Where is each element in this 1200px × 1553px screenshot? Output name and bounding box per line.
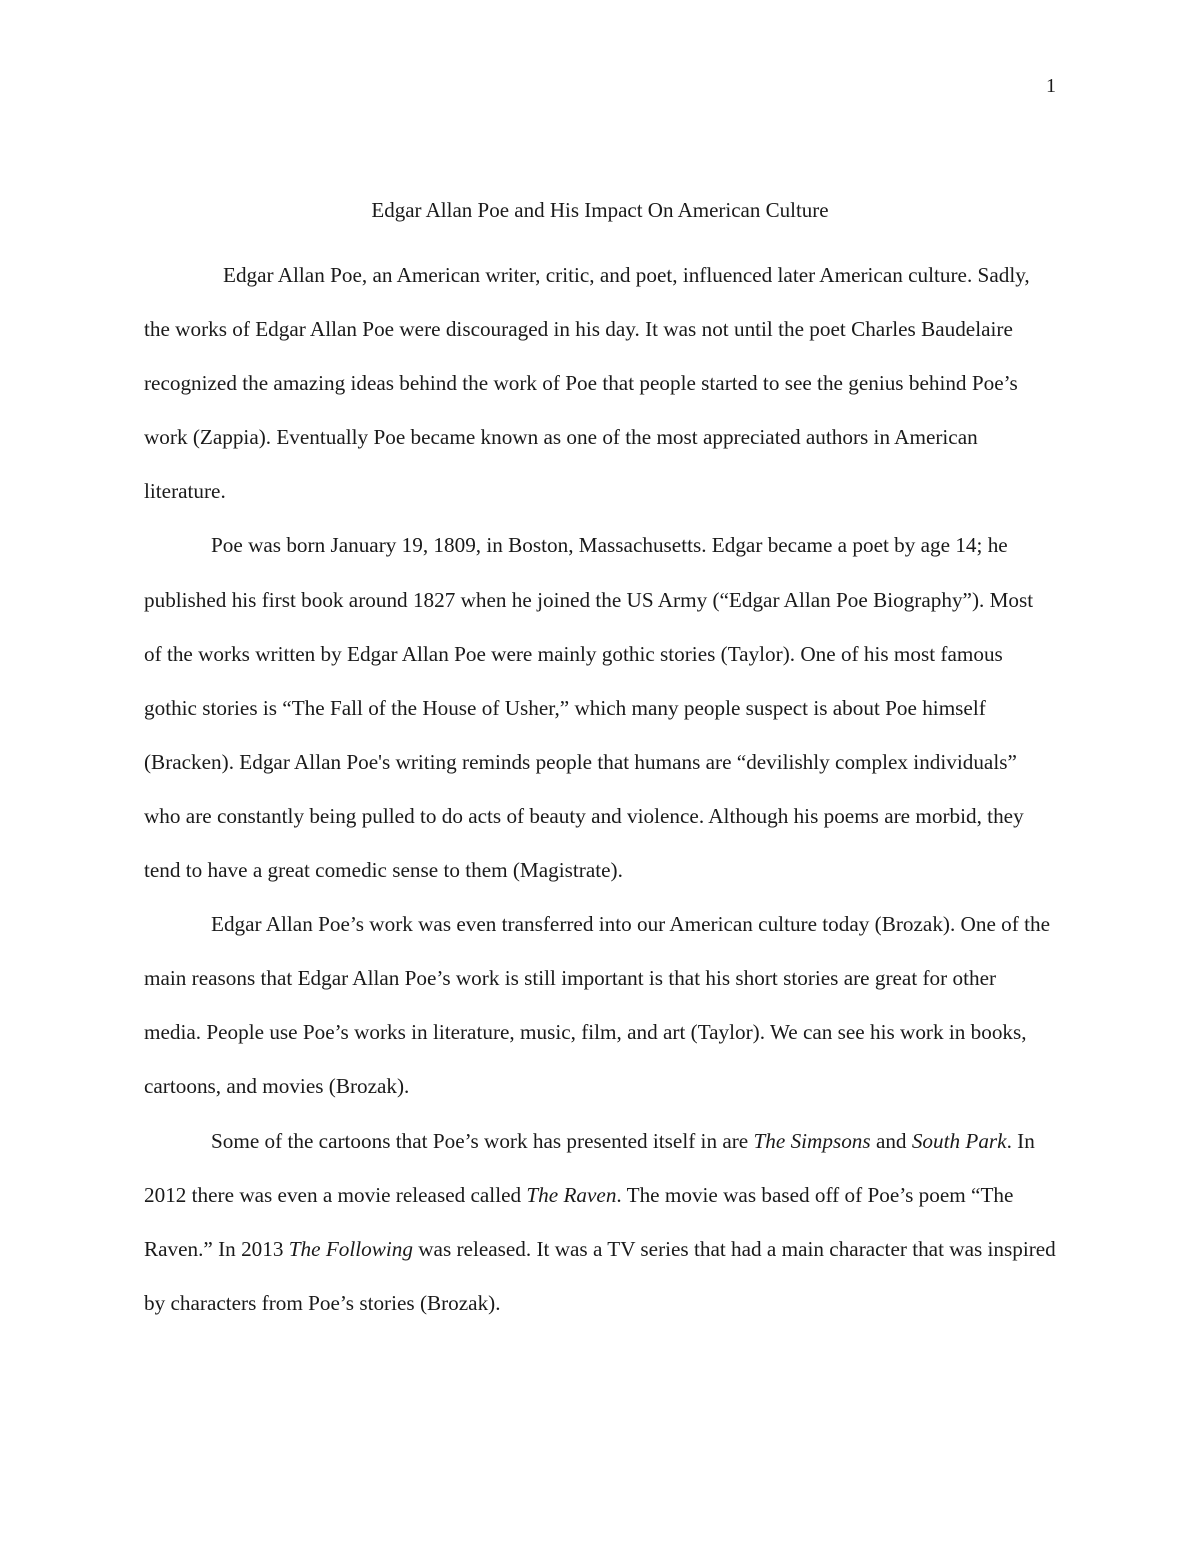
text-segment: and <box>870 1128 912 1153</box>
paragraph-media <box>144 1114 1056 1330</box>
italic-title-the-following: The Following <box>288 1236 413 1261</box>
text-segment: Some of the cartoons that Poe’s work has presented itself in are <box>211 1128 754 1153</box>
paragraph-biography: Poe was born January 19, 1809, in Boston, Massachusetts. Edgar became a poet by age 14; he published his first book around 1827 when he joined the US Army (“Edgar Allan Poe Biography”). Most of the works written by Edgar Allan Poe were mainly gothic stories (Taylor). One of his most famous gothic stories is “The Fall of the House of Usher,” which many people suspect is about Poe himself (Bracken). Edgar Allan Poe's writing reminds people that humans are “devilishly complex individuals” who are constantly being pulled to do acts of beauty and violence. Although his poems are morbid, they tend to have a great comedic sense to them (Magistrate). <box>144 533 1034 883</box>
italic-title-simpsons: The Simpsons <box>753 1128 871 1153</box>
page-number: 1 <box>1046 75 1056 97</box>
text-segment: was released. It was a TV series that had a main character that was inspired by characters from Poe’s stories (Brozak). <box>144 1236 1056 1315</box>
text-segment: . The movie was based off of Poe’s poem “The Raven.” In 2013 <box>144 1182 1014 1261</box>
italic-title-south-park: South Park <box>911 1128 1007 1153</box>
italic-title-the-raven: The Raven <box>526 1182 617 1207</box>
paragraph-intro: Edgar Allan Poe, an American writer, critic, and poet, influenced later American culture. Sadly, the works of Edgar Allan Poe were discouraged in his day. It was not until the poet Charles Baudelaire recognized the amazing ideas behind the work of Poe that people started to see the genius behind Poe’s work (Zappia). Eventually Poe became known as one of the most appreciated authors in American literature. <box>144 263 1030 504</box>
essay-body <box>144 248 1056 1330</box>
paragraph-culture: Edgar Allan Poe’s work was even transferred into our American culture today (Brozak). One of the main reasons that Edgar Allan Poe’s work is still important is that his short stories are great for other media. People use Poe’s works in literature, music, film, and art (Taylor). We can see his work in books, cartoons, and movies (Brozak). <box>144 912 1050 1099</box>
text-segment: . In 2012 there was even a movie released called <box>144 1128 1035 1207</box>
essay-title: Edgar Allan Poe and His Impact On American Culture <box>371 198 829 222</box>
